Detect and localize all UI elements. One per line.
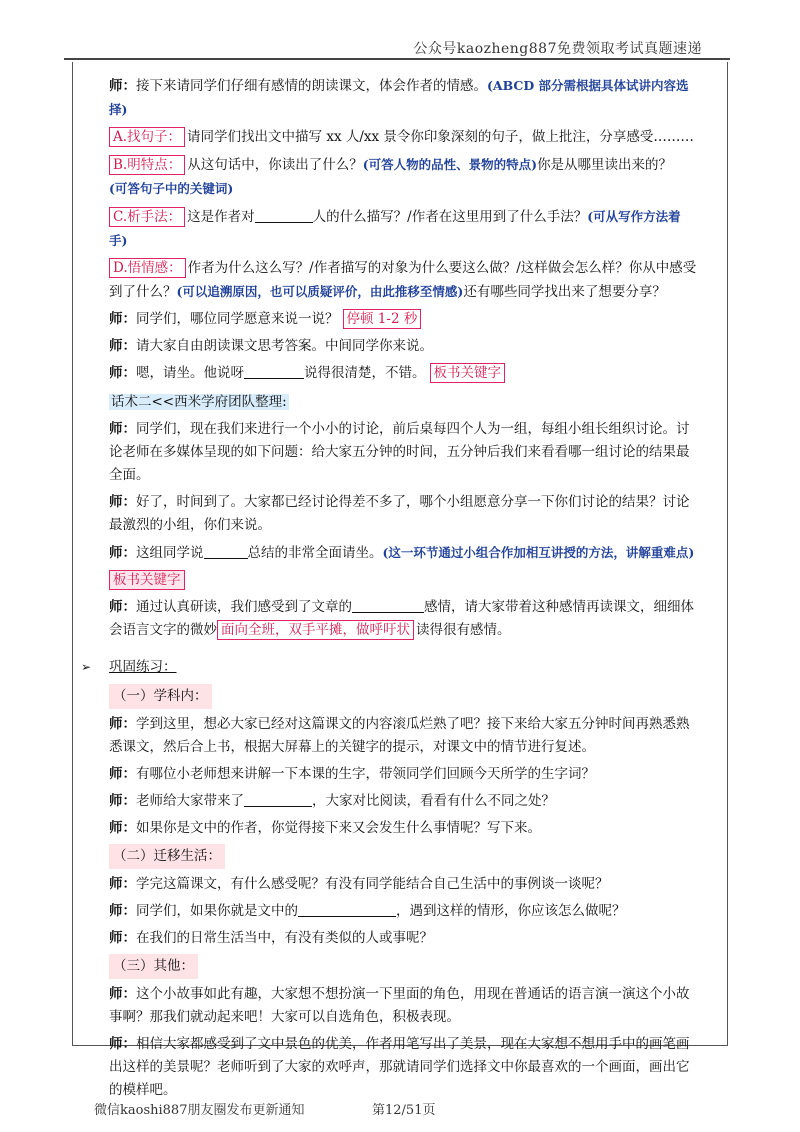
subsection-title: （二）迁移生活： — [109, 844, 225, 869]
text: ，遇到这样的情形，你应该怎么做呢？ — [396, 903, 626, 919]
text: 在我们的日常生活当中，有没有类似的人或事呢？ — [136, 930, 433, 946]
speaker-label: 师： — [109, 338, 136, 354]
text: 这是作者对 — [187, 209, 255, 225]
text: 作者为什么这么写？/作者描写的对象为什么要这么做？/这样做会怎么样？你从中感受到了什么？ — [109, 260, 697, 300]
text: 有哪位小老师想来讲解一下本课的生字，带领同学们回顾今天所学的生字词？ — [136, 766, 595, 782]
practice-title: 巩固练习： — [109, 659, 177, 675]
blank-line — [244, 792, 312, 807]
speaker-label: 师： — [109, 903, 136, 919]
paragraph — [109, 873, 697, 896]
text: 你是从哪里读出来的？ — [537, 157, 673, 173]
text: 通过认真研读，我们感受到了文章的 — [136, 599, 352, 615]
arrow-bullet-icon: ➢ — [81, 660, 92, 674]
speaker-label: 师： — [109, 930, 136, 946]
text: 老师给大家带来了 — [136, 793, 244, 809]
paragraph — [109, 205, 697, 253]
paragraph — [109, 684, 697, 709]
paragraph — [109, 569, 697, 592]
paragraph — [109, 1033, 697, 1102]
text: 相信大家都感受到了文中景色的优美，作者用笔写出了美景，现在大家想不想用手中的画笔画出这样的美景呢？老师听到了大家的欢呼声，那就请同学们选择文中你最喜欢的一个画面，画出它的模样吧。 — [109, 1036, 690, 1098]
text: 如果你是文中的作者，你觉得接下来又会发生什么事情呢？写下来。 — [136, 820, 541, 836]
step-label-d: D.悟情感： — [109, 258, 186, 278]
text: 好了，时间到了。大家都已经讨论得差不多了，哪个小组愿意分享一下你们讨论的结果？讨论最激烈的小组，你们来说。 — [109, 494, 690, 533]
blank-line — [244, 364, 304, 379]
text: 同学们，如果你就是文中的 — [136, 903, 298, 919]
step-label-b: B.明特点： — [109, 155, 185, 175]
note: (可以追溯原因，也可以质疑评价，由此推移至情感) — [176, 284, 464, 299]
blank-line — [352, 598, 424, 613]
speaker-label: 师： — [109, 545, 136, 561]
paragraph — [109, 983, 697, 1029]
text: 还有哪些同学找出来了想要分享？ — [463, 284, 666, 300]
speaker-label: 师： — [109, 793, 136, 809]
speaker-label: 师： — [109, 716, 136, 732]
text: 人的什么描写？/作者在这里用到了什么手法？ — [312, 209, 588, 225]
paragraph — [109, 954, 697, 979]
footer-note: 微信kaoshi887朋友圈发布更新通知 — [94, 1103, 305, 1118]
paragraph — [109, 153, 697, 201]
practice-heading — [81, 656, 697, 678]
text: 同学们，现在我们来进行一个小小的讨论，前后桌每四个人为一组，每组小组长组织讨论。讨论老师在多媒体呈现的如下问题：给大家五分钟的时间，五分钟后我们来看看哪一组讨论的结果最全面。 — [109, 421, 690, 483]
page-header: 公众号kaozheng887免费领取考试真题速递 — [413, 41, 702, 57]
paragraph — [109, 900, 697, 923]
text: ，大家对比阅读，看看有什么不同之处？ — [312, 793, 555, 809]
content-frame — [72, 62, 728, 1098]
paragraph — [109, 362, 697, 385]
paragraph — [109, 74, 697, 122]
text: 学到这里，想必大家已经对这篇课文的内容滚瓜烂熟了吧？接下来给大家五分钟时间再熟悉熟悉课文，然后合上书，根据大屏幕上的关键字的提示，对课文中的情节进行复述。 — [109, 716, 690, 755]
speaker-label: 师： — [109, 599, 136, 615]
paragraph — [109, 713, 697, 759]
text: 同学们，哪位同学愿意来说一说？ — [136, 311, 339, 327]
paragraph — [109, 763, 697, 786]
paragraph — [109, 541, 697, 565]
paragraph — [109, 391, 697, 414]
content — [81, 74, 697, 1106]
speaker-label: 师： — [109, 365, 136, 381]
paragraph — [109, 308, 697, 331]
speaker-label: 师： — [109, 78, 136, 94]
paragraph — [109, 844, 697, 869]
speaker-label: 师： — [109, 421, 136, 437]
text: 这组同学说 — [136, 545, 204, 561]
speaker-label: 师： — [109, 876, 136, 892]
paragraph — [109, 817, 697, 840]
action-box: 面向全班，双手平摊，做呼吁状 — [217, 620, 414, 640]
subsection-title: （一）学科内： — [109, 684, 212, 709]
paragraph — [109, 257, 697, 304]
speaker-label: 师： — [109, 820, 136, 836]
note: (这一环节通过小组合作加相互讲授的方法，讲解重难点) — [382, 545, 695, 560]
paragraph — [109, 927, 697, 950]
paragraph — [109, 335, 697, 358]
text: 请同学们找出文中描写 xx 人/xx 景令你印象深刻的句子，做上批注，分享感受……… — [187, 129, 694, 145]
action-box: 板书关键字 — [109, 570, 185, 590]
header-rule — [64, 58, 730, 60]
text: 从这句话中，你读出了什么？ — [187, 157, 363, 173]
speaker-label: 师： — [109, 1036, 136, 1052]
text: 嗯，请坐。他说呀 — [136, 365, 244, 381]
text: 感情，请大家带着这种感情再读课文，细细体会语言文字的微妙 — [109, 599, 694, 638]
blank-line — [204, 544, 248, 559]
paragraph — [109, 418, 697, 487]
action-box: 板书关键字 — [430, 363, 506, 383]
speaker-label: 师： — [109, 766, 136, 782]
step-label-c: C.析手法： — [109, 207, 185, 227]
paragraph — [109, 596, 697, 642]
step-label-a: A.找句子： — [109, 127, 185, 147]
section-title: 话术二<<西米学府团队整理: — [111, 394, 287, 410]
text: 总结的非常全面请坐。 — [247, 545, 383, 561]
text: 读得很有感情。 — [416, 622, 511, 638]
speaker-label: 师： — [109, 494, 136, 510]
subsection-title: （三）其他： — [109, 954, 198, 979]
paragraph — [109, 491, 697, 537]
text: 学完这篇课文，有什么感受呢？有没有同学能结合自己生活中的事例谈一谈呢？ — [136, 876, 609, 892]
blank-line — [255, 208, 313, 223]
speaker-label: 师： — [109, 311, 136, 327]
text: 接下来请同学们仔细有感情的朗读课文，体会作者的情感。 — [136, 78, 487, 94]
text: 请大家自由朗读课文思考答案。中间同学你来说。 — [136, 338, 433, 354]
note: (可从写作方法着手) — [109, 209, 681, 248]
page-number: 第12/51页 — [372, 1103, 436, 1118]
note: (可答人物的品性、景物的特点) — [362, 157, 538, 172]
text: 说得很清楚，不错。 — [304, 365, 426, 381]
speaker-label: 师： — [109, 986, 136, 1002]
action-box: 停顿 1-2 秒 — [343, 309, 422, 329]
paragraph — [109, 790, 697, 813]
note: (ABCD 部分需根据具体试讲内容选择) — [109, 78, 689, 117]
note: (可答句子中的关键词) — [109, 181, 234, 196]
text: 这个小故事如此有趣，大家想不想扮演一下里面的角色，用现在普通话的语言演一演这个小故事啊？那我们就动起来吧！大家可以自选角色，积极表现。 — [109, 986, 690, 1025]
paragraph — [109, 126, 697, 149]
blank-line — [298, 902, 396, 917]
